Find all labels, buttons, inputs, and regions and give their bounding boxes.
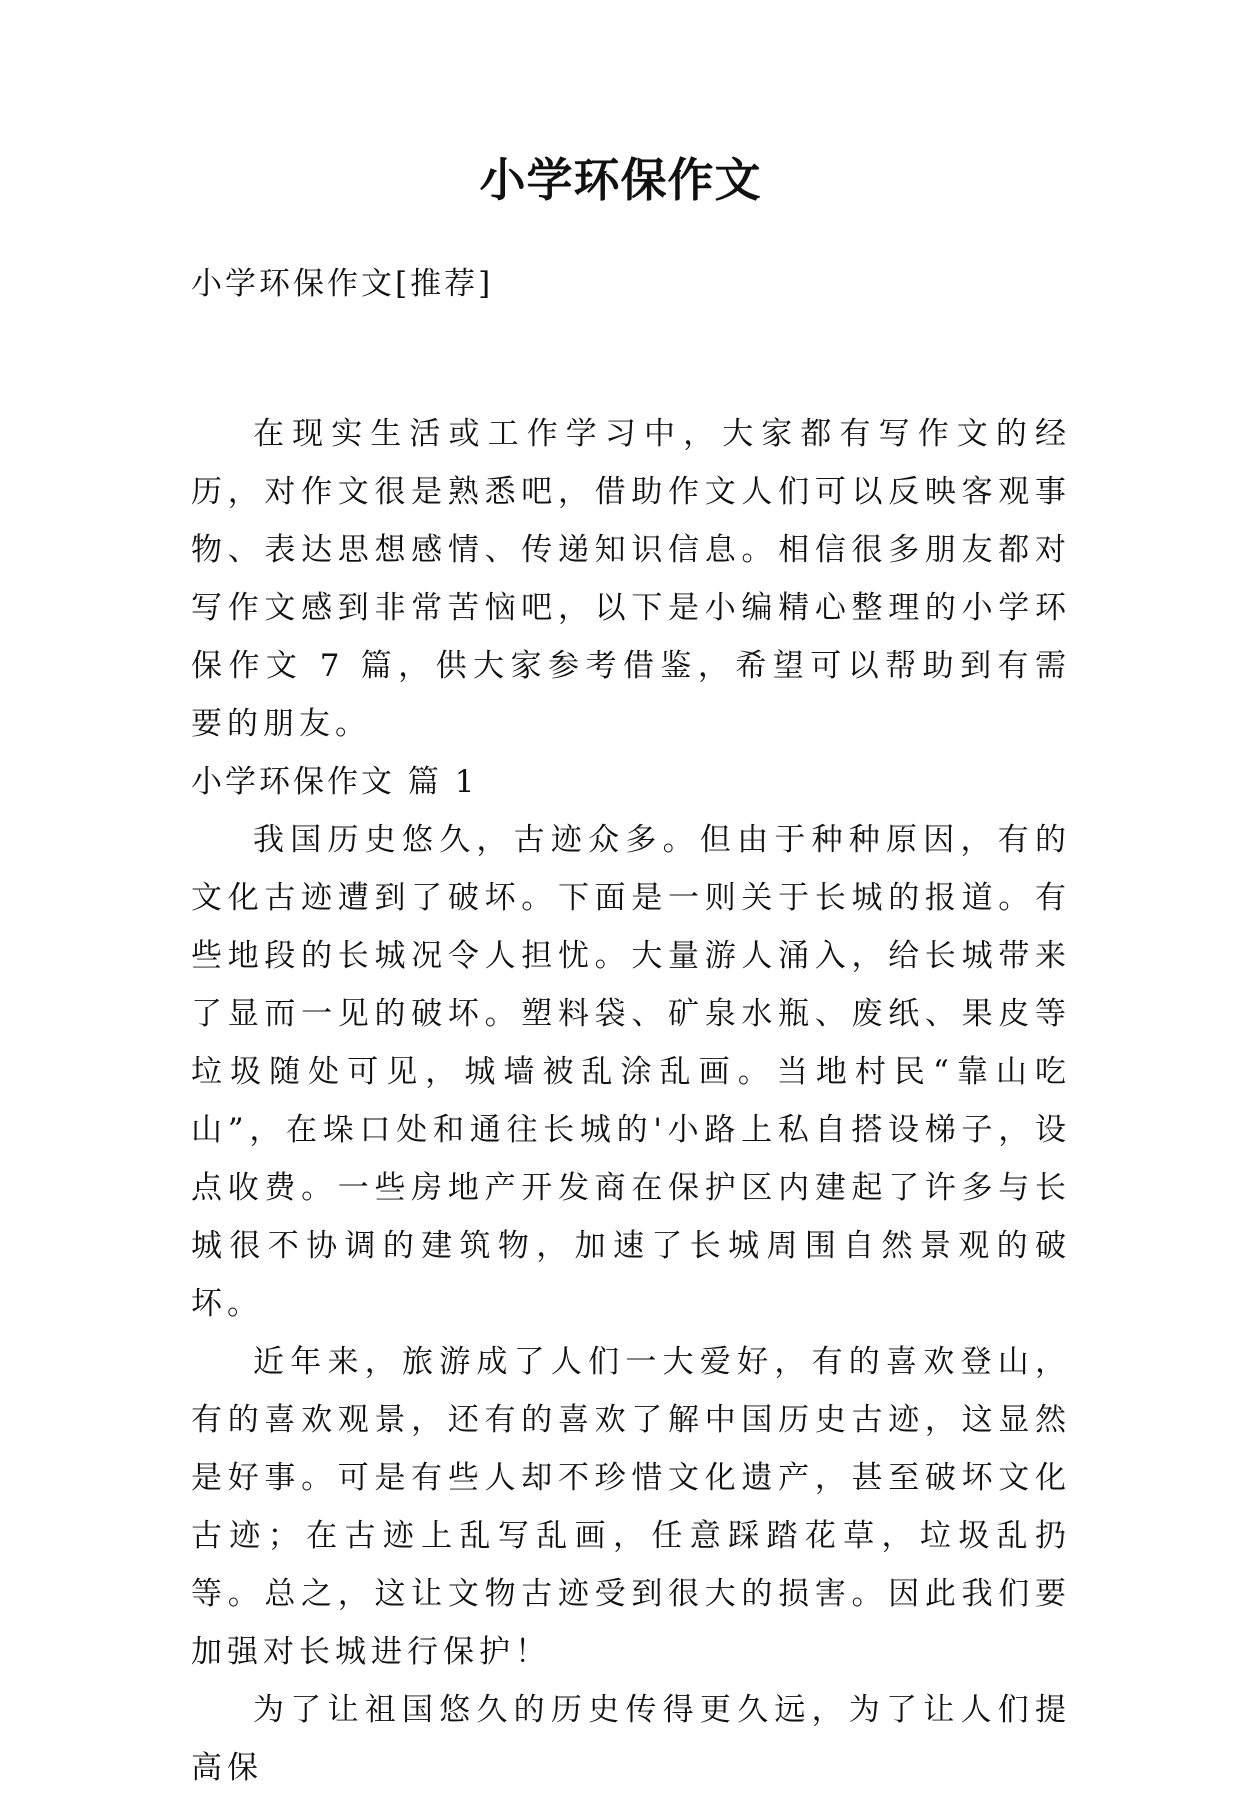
document-subtitle: 小学环保作文[推荐] — [191, 266, 494, 302]
intro-paragraph: 在现实生活或工作学习中，大家都有写作文的经历，对作文很是熟悉吧，借助作文人们可以反映客观事物、表达思想感情、传递知识信息。相信很多朋友都对写作文感到非常苦恼吧，以下是小编精心整理的小学环保作文 7 篇，供大家参考借鉴，希望可以帮助到有需要的朋友。 — [191, 416, 1071, 742]
section-heading: 小学环保作文 篇 1 — [191, 764, 478, 800]
body-paragraph: 为了让祖国悠久的历史传得更久远，为了让人们提高保 — [191, 1692, 1071, 1786]
body-paragraph: 近年来，旅游成了人们一大爱好，有的喜欢登山，有的喜欢观景，还有的喜欢了解中国历史古迹，这显然是好事。可是有些人却不珍惜文化遗产，甚至破坏文化古迹；在古迹上乱写乱画，任意踩踏花草，垃圾乱扔等。总之，这让文物古迹受到很大的损害。因此我们要加强对长城进行保护！ — [191, 1344, 1071, 1670]
document-body — [191, 405, 1071, 1797]
body-paragraph: 我国历史悠久，古迹众多。但由于种种原因，有的文化古迹遭到了破坏。下面是一则关于长城的报道。有些地段的长城况令人担忧。大量游人涌入，给长城带来了显而一见的破坏。塑料袋、矿泉水瓶、废纸、果皮等垃圾随处可见，城墙被乱涂乱画。当地村民“靠山吃山”，在垛口处和通往长城的'小路上私自搭设梯子，设点收费。一些房地产开发商在保护区内建起了许多与长城很不协调的建筑物，加速了长城周围自然景观的破坏。 — [191, 822, 1071, 1322]
document-title: 小学环保作文 — [479, 153, 762, 207]
